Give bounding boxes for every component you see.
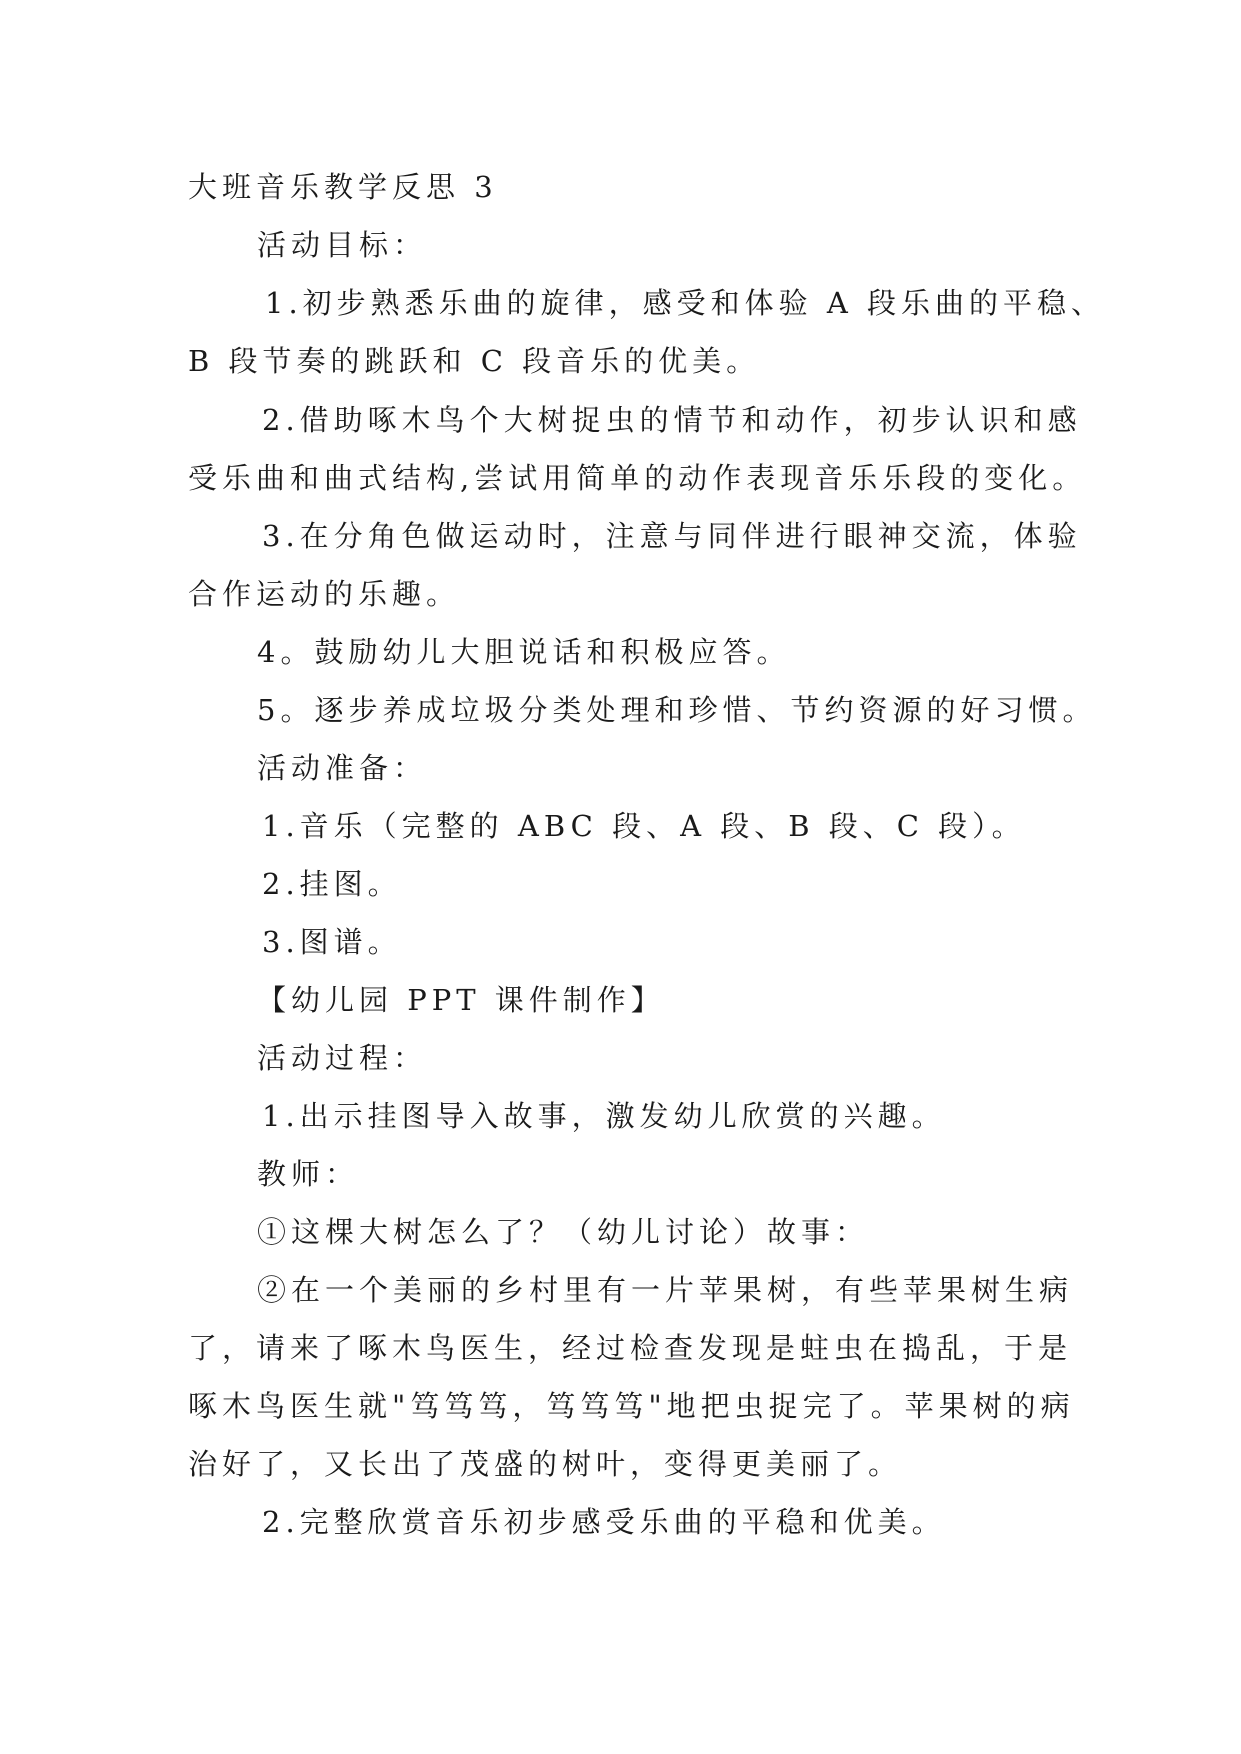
paragraph-line: 1.初步熟悉乐曲的旋律，感受和体验 A 段乐曲的平稳、 xyxy=(265,286,1106,320)
paragraph-line: 2.借助啄木鸟个大树捉虫的情节和动作，初步认识和感 xyxy=(262,403,1082,437)
paragraph-line: 治好了，又长出了茂盛的树叶，变得更美丽了。 xyxy=(188,1447,903,1481)
paragraph-line: 3.图谱。 xyxy=(262,925,402,959)
paragraph-line: B 段节奏的跳跃和 C 段音乐的优美。 xyxy=(188,344,761,378)
paragraph-line: 合作运动的乐趣。 xyxy=(188,577,461,611)
paragraph-line: 了，请来了啄木鸟医生，经过检查发现是蛀虫在捣乱，于是 xyxy=(188,1331,1073,1365)
paragraph-line: 啄木鸟医生就"笃笃笃，笃笃笃"地把虫捉完了。苹果树的病 xyxy=(188,1389,1075,1423)
paragraph-line: 【幼儿园 PPT 课件制作】 xyxy=(257,983,665,1017)
paragraph-line: 2.完整欣赏音乐初步感受乐曲的平稳和优美。 xyxy=(262,1505,946,1539)
paragraph-line: 3.在分角色做运动时，注意与同伴进行眼神交流，体验 xyxy=(262,519,1082,553)
section-heading-process: 活动过程： xyxy=(257,1041,428,1075)
paragraph-line: 1.出示挂图导入故事，激发幼儿欣赏的兴趣。 xyxy=(262,1099,946,1133)
paragraph-line: 1.音乐（完整的 ABC 段、A 段、B 段、C 段）。 xyxy=(262,809,1026,843)
document-title: 大班音乐教学反思 3 xyxy=(188,170,498,204)
paragraph-line: ①这棵大树怎么了？（幼儿讨论）故事： xyxy=(257,1215,870,1249)
section-heading-goals: 活动目标： xyxy=(257,228,428,262)
paragraph-line: ②在一个美丽的乡村里有一片苹果树，有些苹果树生病 xyxy=(257,1273,1074,1307)
paragraph-line: 教师： xyxy=(257,1157,360,1191)
paragraph-line: 受乐曲和曲式结构,尝试用简单的动作表现音乐乐段的变化。 xyxy=(188,461,1087,495)
paragraph-line: 5。逐步养成垃圾分类处理和珍惜、节约资源的好习惯。 xyxy=(257,693,1097,727)
paragraph-line: 2.挂图。 xyxy=(262,867,402,901)
section-heading-preparation: 活动准备： xyxy=(257,751,428,785)
paragraph-line: 4。鼓励幼儿大胆说话和积极应答。 xyxy=(257,635,791,669)
